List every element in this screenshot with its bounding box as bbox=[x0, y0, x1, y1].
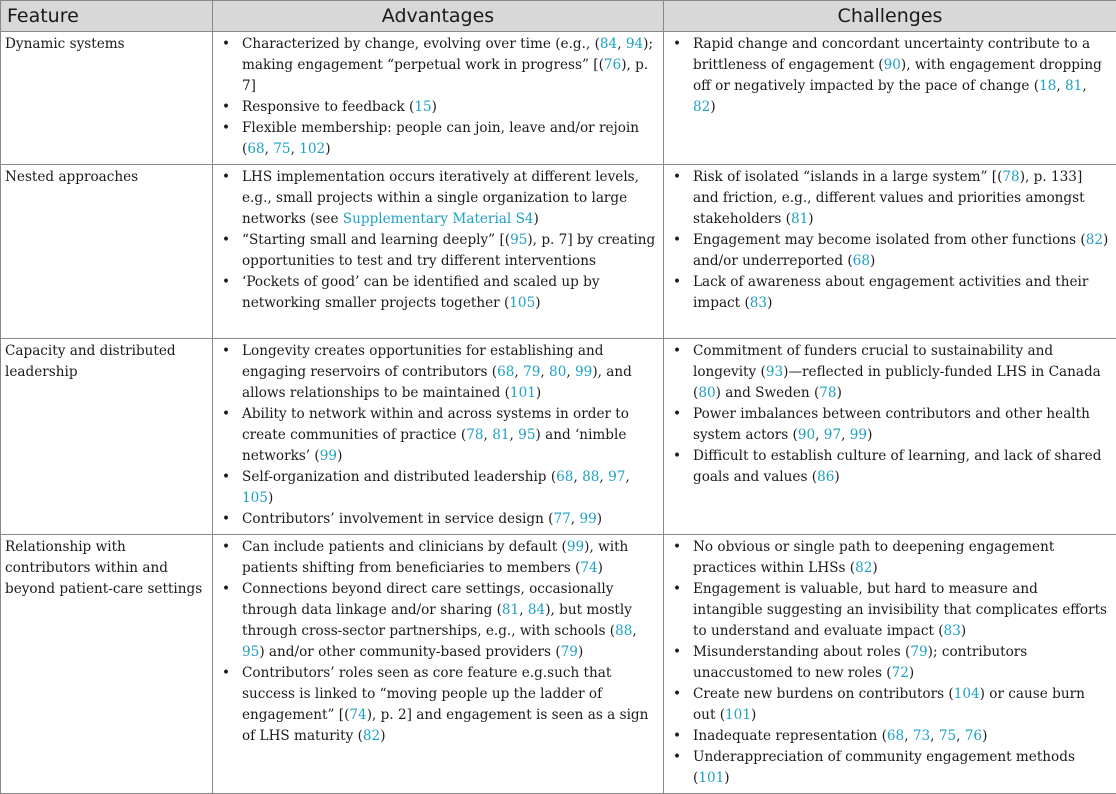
reference-link[interactable]: 95 bbox=[242, 644, 259, 660]
item-text: Ability to network within and across systems in order to create communities of practice ( bbox=[242, 406, 629, 443]
reference-link[interactable]: 75 bbox=[939, 728, 956, 744]
list-item bbox=[218, 230, 658, 272]
list-item bbox=[218, 579, 658, 663]
item-text: ) bbox=[597, 511, 602, 527]
reference-link[interactable]: 79 bbox=[561, 644, 578, 660]
item-text: , bbox=[617, 36, 626, 52]
header-feature: Feature bbox=[1, 1, 213, 32]
reference-link[interactable]: 84 bbox=[600, 36, 617, 52]
item-text: ) bbox=[325, 141, 330, 157]
reference-link[interactable]: 83 bbox=[944, 623, 961, 639]
item-text: ), p. 7] by creating opportunities to test and try different interventions bbox=[242, 232, 655, 269]
item-text: Flexible membership: people can join, leave and/or rejoin ( bbox=[242, 120, 639, 157]
item-text: Rapid change and concordant uncertainty contribute to a brittleness of engagement ( bbox=[693, 36, 1090, 73]
item-text: ) bbox=[337, 448, 342, 464]
feature-cell: Dynamic systems bbox=[1, 32, 213, 165]
item-text: ) and Sweden ( bbox=[716, 385, 820, 401]
item-text: ) and/or other community-based providers ( bbox=[259, 644, 560, 660]
reference-link[interactable]: 75 bbox=[273, 141, 290, 157]
item-text: Self-organization and distributed leadership ( bbox=[242, 469, 556, 485]
list-item bbox=[218, 467, 658, 509]
feature-cell: Capacity and distributed leadership bbox=[1, 339, 213, 535]
item-text: No obvious or single path to deepening engagement practices within LHSs ( bbox=[693, 539, 1054, 576]
reference-link[interactable]: 82 bbox=[1086, 232, 1103, 248]
item-text: , bbox=[573, 469, 582, 485]
list-item bbox=[218, 167, 658, 230]
reference-link[interactable]: 99 bbox=[579, 511, 596, 527]
reference-link[interactable]: 76 bbox=[965, 728, 982, 744]
item-text: Underappreciation of community engagement methods ( bbox=[693, 749, 1075, 786]
advantages-cell bbox=[213, 165, 664, 339]
reference-link[interactable]: 18 bbox=[1039, 78, 1056, 94]
item-text: ), p. 2] and engagement is seen as a sign of LHS maturity ( bbox=[242, 707, 648, 744]
list-item bbox=[218, 663, 658, 747]
reference-link[interactable]: 80 bbox=[549, 364, 566, 380]
header-challenges: Challenges bbox=[664, 1, 1116, 32]
item-text: ), p. 133] and friction, e.g., different values and priorities amongst stakeholders ( bbox=[693, 169, 1085, 227]
reference-link[interactable]: 105 bbox=[509, 295, 535, 311]
reference-link[interactable]: 102 bbox=[299, 141, 325, 157]
item-text: , bbox=[566, 364, 575, 380]
list-item bbox=[218, 341, 658, 404]
reference-link[interactable]: 81 bbox=[502, 602, 519, 618]
advantages-cell bbox=[213, 535, 664, 794]
item-text: ) bbox=[751, 707, 756, 723]
item-text: , bbox=[841, 427, 850, 443]
list-item bbox=[669, 341, 1111, 404]
reference-link[interactable]: 82 bbox=[855, 560, 872, 576]
reference-link[interactable]: 82 bbox=[363, 728, 380, 744]
item-text: ) bbox=[808, 211, 813, 227]
reference-link[interactable]: 90 bbox=[884, 57, 901, 73]
item-text: ‘Pockets of good’ can be identified and scaled up by networking smaller projects together ( bbox=[242, 274, 600, 311]
item-text: , bbox=[514, 364, 523, 380]
reference-link[interactable]: 97 bbox=[824, 427, 841, 443]
table-row bbox=[1, 535, 1116, 794]
item-text: Responsive to feedback ( bbox=[242, 99, 414, 115]
item-text: Difficult to establish culture of learning, and lack of shared goals and values ( bbox=[693, 448, 1101, 485]
item-text: , bbox=[571, 511, 580, 527]
list-item bbox=[669, 230, 1111, 272]
reference-link[interactable]: 15 bbox=[414, 99, 431, 115]
item-text: , bbox=[484, 427, 493, 443]
list-item bbox=[218, 509, 658, 530]
list-item bbox=[218, 537, 658, 579]
challenges-list bbox=[669, 341, 1111, 488]
item-text: ) bbox=[837, 385, 842, 401]
header-advantages: Advantages bbox=[213, 1, 664, 32]
reference-link[interactable]: 93 bbox=[766, 364, 783, 380]
item-text: , bbox=[510, 427, 519, 443]
item-text: ) bbox=[536, 385, 541, 401]
item-text: ) bbox=[961, 623, 966, 639]
list-item bbox=[669, 272, 1111, 314]
reference-link[interactable]: 68 bbox=[497, 364, 514, 380]
reference-link[interactable]: 83 bbox=[750, 295, 767, 311]
item-text: Misunderstanding about roles ( bbox=[693, 644, 910, 660]
item-text: , bbox=[540, 364, 549, 380]
item-text: Power imbalances between contributors and other health system actors ( bbox=[693, 406, 1090, 443]
list-item bbox=[218, 118, 658, 160]
challenges-list bbox=[669, 34, 1111, 118]
reference-link[interactable]: 94 bbox=[626, 36, 643, 52]
item-text: ) bbox=[268, 490, 273, 506]
item-text: , bbox=[265, 141, 274, 157]
item-text: ) bbox=[380, 728, 385, 744]
challenges-cell bbox=[664, 32, 1116, 165]
reference-link[interactable]: 68 bbox=[887, 728, 904, 744]
advantages-list bbox=[218, 537, 658, 747]
item-text: ) bbox=[578, 644, 583, 660]
reference-link[interactable]: 105 bbox=[242, 490, 268, 506]
item-text: LHS implementation occurs iteratively at different levels, e.g., small projects within a single organization to large networks (see bbox=[242, 169, 639, 227]
reference-link[interactable]: 84 bbox=[528, 602, 545, 618]
challenges-cell bbox=[664, 535, 1116, 794]
reference-link[interactable]: 86 bbox=[817, 469, 834, 485]
item-text: ); contributors unaccustomed to new roles ( bbox=[693, 644, 1027, 681]
list-item bbox=[669, 34, 1111, 118]
reference-link[interactable]: 78 bbox=[1002, 169, 1019, 185]
item-text: ), and allows relationships to be maintained ( bbox=[242, 364, 632, 401]
reference-link[interactable]: 80 bbox=[698, 385, 715, 401]
table-row bbox=[1, 32, 1116, 165]
reference-link[interactable]: 101 bbox=[725, 707, 751, 723]
advantages-cell bbox=[213, 339, 664, 535]
item-text: ), with patients shifting from beneficiaries to members ( bbox=[242, 539, 628, 576]
reference-link[interactable]: 90 bbox=[798, 427, 815, 443]
item-text: , bbox=[632, 623, 636, 639]
item-text: ) bbox=[534, 211, 539, 227]
list-item bbox=[218, 97, 658, 118]
item-text: ) bbox=[724, 770, 729, 786]
reference-link[interactable]: 95 bbox=[518, 427, 535, 443]
list-item bbox=[669, 579, 1111, 642]
reference-link[interactable]: 68 bbox=[556, 469, 573, 485]
advantages-list bbox=[218, 341, 658, 530]
item-text: ) bbox=[767, 295, 772, 311]
reference-link[interactable]: 82 bbox=[693, 99, 710, 115]
item-text: ) bbox=[834, 469, 839, 485]
reference-link[interactable]: 99 bbox=[320, 448, 337, 464]
reference-link[interactable]: 78 bbox=[819, 385, 836, 401]
item-text: Characterized by change, evolving over time (e.g., ( bbox=[242, 36, 600, 52]
reference-link[interactable]: 101 bbox=[698, 770, 724, 786]
reference-link[interactable]: 76 bbox=[604, 57, 621, 73]
reference-link[interactable]: 68 bbox=[247, 141, 264, 157]
item-text: , bbox=[291, 141, 300, 157]
reference-link[interactable]: Supplementary Material S4 bbox=[343, 211, 534, 227]
item-text: , bbox=[599, 469, 608, 485]
challenges-list bbox=[669, 167, 1111, 314]
reference-link[interactable]: 74 bbox=[349, 707, 366, 723]
reference-link[interactable]: 97 bbox=[608, 469, 625, 485]
item-text: ) bbox=[909, 665, 914, 681]
item-text: , bbox=[815, 427, 824, 443]
list-item bbox=[218, 272, 658, 314]
reference-link[interactable]: 99 bbox=[850, 427, 867, 443]
item-text: ) and/or underreported ( bbox=[693, 232, 1108, 269]
challenges-cell bbox=[664, 165, 1116, 339]
list-item bbox=[218, 404, 658, 467]
item-text: , bbox=[1082, 78, 1086, 94]
item-text: , bbox=[904, 728, 913, 744]
item-text: Engagement may become isolated from other functions ( bbox=[693, 232, 1086, 248]
reference-link[interactable]: 88 bbox=[582, 469, 599, 485]
reference-link[interactable]: 72 bbox=[892, 665, 909, 681]
item-text: ), with engagement dropping off or negatively impacted by the pace of change ( bbox=[693, 57, 1102, 94]
reference-link[interactable]: 99 bbox=[575, 364, 592, 380]
item-text: Can include patients and clinicians by default ( bbox=[242, 539, 567, 555]
reference-link[interactable]: 88 bbox=[615, 623, 632, 639]
reference-link[interactable]: 68 bbox=[853, 253, 870, 269]
item-text: Engagement is valuable, but hard to measure and intangible suggesting an invisibility that complicates efforts to understand and evaluate impact ( bbox=[693, 581, 1107, 639]
item-text: ) bbox=[870, 253, 875, 269]
item-text: ); making engagement “perpetual work in progress” [( bbox=[242, 36, 653, 73]
item-text: ) bbox=[982, 728, 987, 744]
item-text: Risk of isolated “islands in a large system” [( bbox=[693, 169, 1002, 185]
reference-link[interactable]: 74 bbox=[580, 560, 597, 576]
item-text: Commitment of funders crucial to sustainability and longevity ( bbox=[693, 343, 1053, 380]
reference-link[interactable]: 79 bbox=[910, 644, 927, 660]
advantages-list bbox=[218, 34, 658, 160]
feature-cell: Nested approaches bbox=[1, 165, 213, 339]
list-item bbox=[669, 726, 1111, 747]
item-text: , bbox=[1056, 78, 1065, 94]
item-text: ) and ‘nimble networks’ ( bbox=[242, 427, 626, 464]
table-row bbox=[1, 339, 1116, 535]
item-text: Connections beyond direct care settings, occasionally through data linkage and/or sharing ( bbox=[242, 581, 613, 618]
table-row bbox=[1, 165, 1116, 339]
reference-link[interactable]: 78 bbox=[466, 427, 483, 443]
list-item bbox=[218, 34, 658, 97]
item-text: , bbox=[519, 602, 528, 618]
item-text: ) bbox=[535, 295, 540, 311]
challenges-list bbox=[669, 537, 1111, 789]
item-text: ) bbox=[432, 99, 437, 115]
item-text: ) bbox=[867, 427, 872, 443]
item-text: ), p. 7] bbox=[242, 57, 648, 94]
item-text: , bbox=[625, 469, 629, 485]
list-item bbox=[669, 404, 1111, 446]
item-text: ), but mostly through cross-sector partnerships, e.g., with schools ( bbox=[242, 602, 632, 639]
item-text: Inadequate representation ( bbox=[693, 728, 887, 744]
reference-link[interactable]: 77 bbox=[553, 511, 570, 527]
challenges-cell bbox=[664, 339, 1116, 535]
list-item bbox=[669, 167, 1111, 230]
item-text: Contributors’ roles seen as core feature e.g.such that success is linked to “moving people up the ladder of engagement” [( bbox=[242, 665, 611, 723]
item-text: Lack of awareness about engagement activities and their impact ( bbox=[693, 274, 1088, 311]
reference-link[interactable]: 81 bbox=[492, 427, 509, 443]
advantages-list bbox=[218, 167, 658, 314]
item-text: , bbox=[956, 728, 965, 744]
item-text: ) bbox=[598, 560, 603, 576]
reference-link[interactable]: 79 bbox=[523, 364, 540, 380]
reference-link[interactable]: 99 bbox=[567, 539, 584, 555]
item-text: ) bbox=[872, 560, 877, 576]
reference-link[interactable]: 104 bbox=[954, 686, 980, 702]
reference-link[interactable]: 81 bbox=[1065, 78, 1082, 94]
reference-link[interactable]: 101 bbox=[510, 385, 536, 401]
advantages-cell bbox=[213, 32, 664, 165]
item-text: “Starting small and learning deeply” [( bbox=[242, 232, 510, 248]
item-text: )—reflected in publicly-funded LHS in Canada ( bbox=[693, 364, 1101, 401]
feature-cell: Relationship with contributors within and beyond patient-care settings bbox=[1, 535, 213, 794]
item-text: , bbox=[930, 728, 939, 744]
item-text: Create new burdens on contributors ( bbox=[693, 686, 954, 702]
reference-link[interactable]: 95 bbox=[510, 232, 527, 248]
header-row bbox=[1, 1, 1116, 32]
item-text: Contributors’ involvement in service design ( bbox=[242, 511, 553, 527]
list-item bbox=[669, 537, 1111, 579]
item-text: ) bbox=[710, 99, 715, 115]
item-text: ) or cause burn out ( bbox=[693, 686, 1085, 723]
reference-link[interactable]: 81 bbox=[791, 211, 808, 227]
list-item bbox=[669, 747, 1111, 789]
item-text: Longevity creates opportunities for establishing and engaging reservoirs of contributors ( bbox=[242, 343, 603, 380]
list-item bbox=[669, 642, 1111, 684]
list-item bbox=[669, 446, 1111, 488]
list-item bbox=[669, 684, 1111, 726]
reference-link[interactable]: 73 bbox=[913, 728, 930, 744]
